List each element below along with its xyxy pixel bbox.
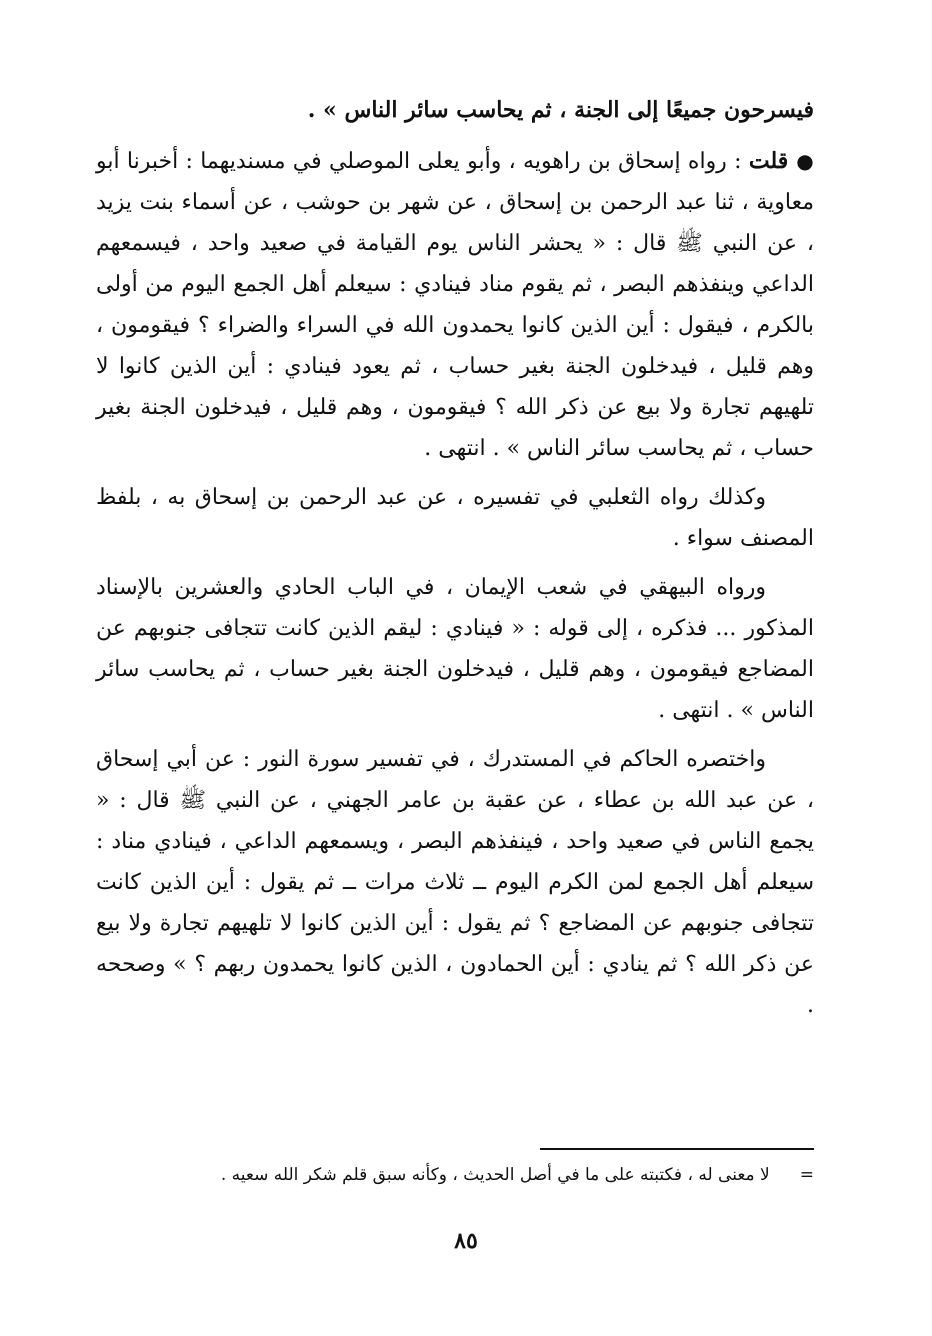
page-number: ٨٥: [454, 1228, 478, 1254]
footnote-text: لا معنى له ، فكتبته على ما في أصل الحديث ، وكأنه سبق قلم شكر الله سعيه .: [220, 1165, 770, 1185]
paragraph-3: [96, 477, 814, 559]
paragraph-1: [96, 90, 814, 131]
footnote: [110, 1160, 814, 1190]
paragraph-2-text: : رواه إسحاق بن راهويه ، وأبو يعلى الموصلي في مسنديهما : أخبرنا أبو معاوية ، ثنا عبد الرحمن بن إسحاق ، عن شهر بن حوشب ، عن أسماء بنت يزيد ، عن النبي ﷺ قال : « يحشر الناس يوم القيامة في صعيد واحد ، فيسمعهم الداعي وينفذهم البصر ، ثم يقوم مناد فينادي : سيعلم أهل الجمع اليوم من أولى بالكرم ، فيقول : أين الذين كانوا يحمدون الله في السراء والضراء ؟ فيقومون ، وهم قليل ، فيدخلون الجنة بغير حساب ، ثم يعود فينادي : أين الذين كانوا لا تلهيهم تجارة ولا بيع عن ذكر الله ؟ فيقومون ، وهم قليل ، فيدخلون الجنة بغير حساب ، ثم يحاسب سائر الناس » . انتهى .: [96, 149, 814, 461]
paragraph-4: [96, 567, 814, 731]
bullet-icon: ●: [796, 149, 815, 173]
paragraph-5-text: واختصره الحاكم في المستدرك ، في تفسير سورة النور : عن أبي إسحاق ، عن عبد الله بن عطاء ، عن عقبة بن عامر الجهني ، عن النبي ﷺ قال : « يجمع الناس في صعيد واحد ، فينفذهم البصر ، ويسمعهم الداعي ، فينادي مناد : سيعلم أهل الجمع لمن الكرم اليوم ــ ثلاث مرات ــ ثم يقول : أين الذين كانت تتجافى جنوبهم عن المضاجع ؟ ثم يقول : أين الذين كانوا لا تلهيهم تجارة ولا بيع عن ذكر الله ؟ ثم ينادي : أين الحمادون ، الذين كانوا يحمدون ربهم ؟ » وصححه .: [96, 747, 814, 1018]
paragraph-2: [96, 141, 814, 469]
paragraph-5: [96, 739, 814, 1026]
paragraph-3-text: وكذلك رواه الثعلبي في تفسيره ، عن عبد الرحمن بن إسحاق به ، بلفظ المصنف سواء .: [96, 485, 814, 551]
main-text: [96, 90, 814, 1034]
footnote-divider: [540, 1148, 814, 1150]
footnote-marker: =: [799, 1165, 814, 1185]
paragraph-4-text: ورواه البيهقي في شعب الإيمان ، في الباب الحادي والعشرين بالإسناد المذكور ... فذكره ، إلى قوله : « فينادي : ليقم الذين كانت تتجافى جنوبهم عن المضاجع فيقومون ، وهم قليل ، فيدخلون الجنة بغير حساب ، ثم يحاسب سائر الناس » . انتهى .: [96, 575, 814, 723]
paragraph-1-text: فيسرحون جميعًا إلى الجنة ، ثم يحاسب سائر الناس » .: [307, 97, 814, 123]
paragraph-2-label: قلت: [748, 148, 789, 174]
